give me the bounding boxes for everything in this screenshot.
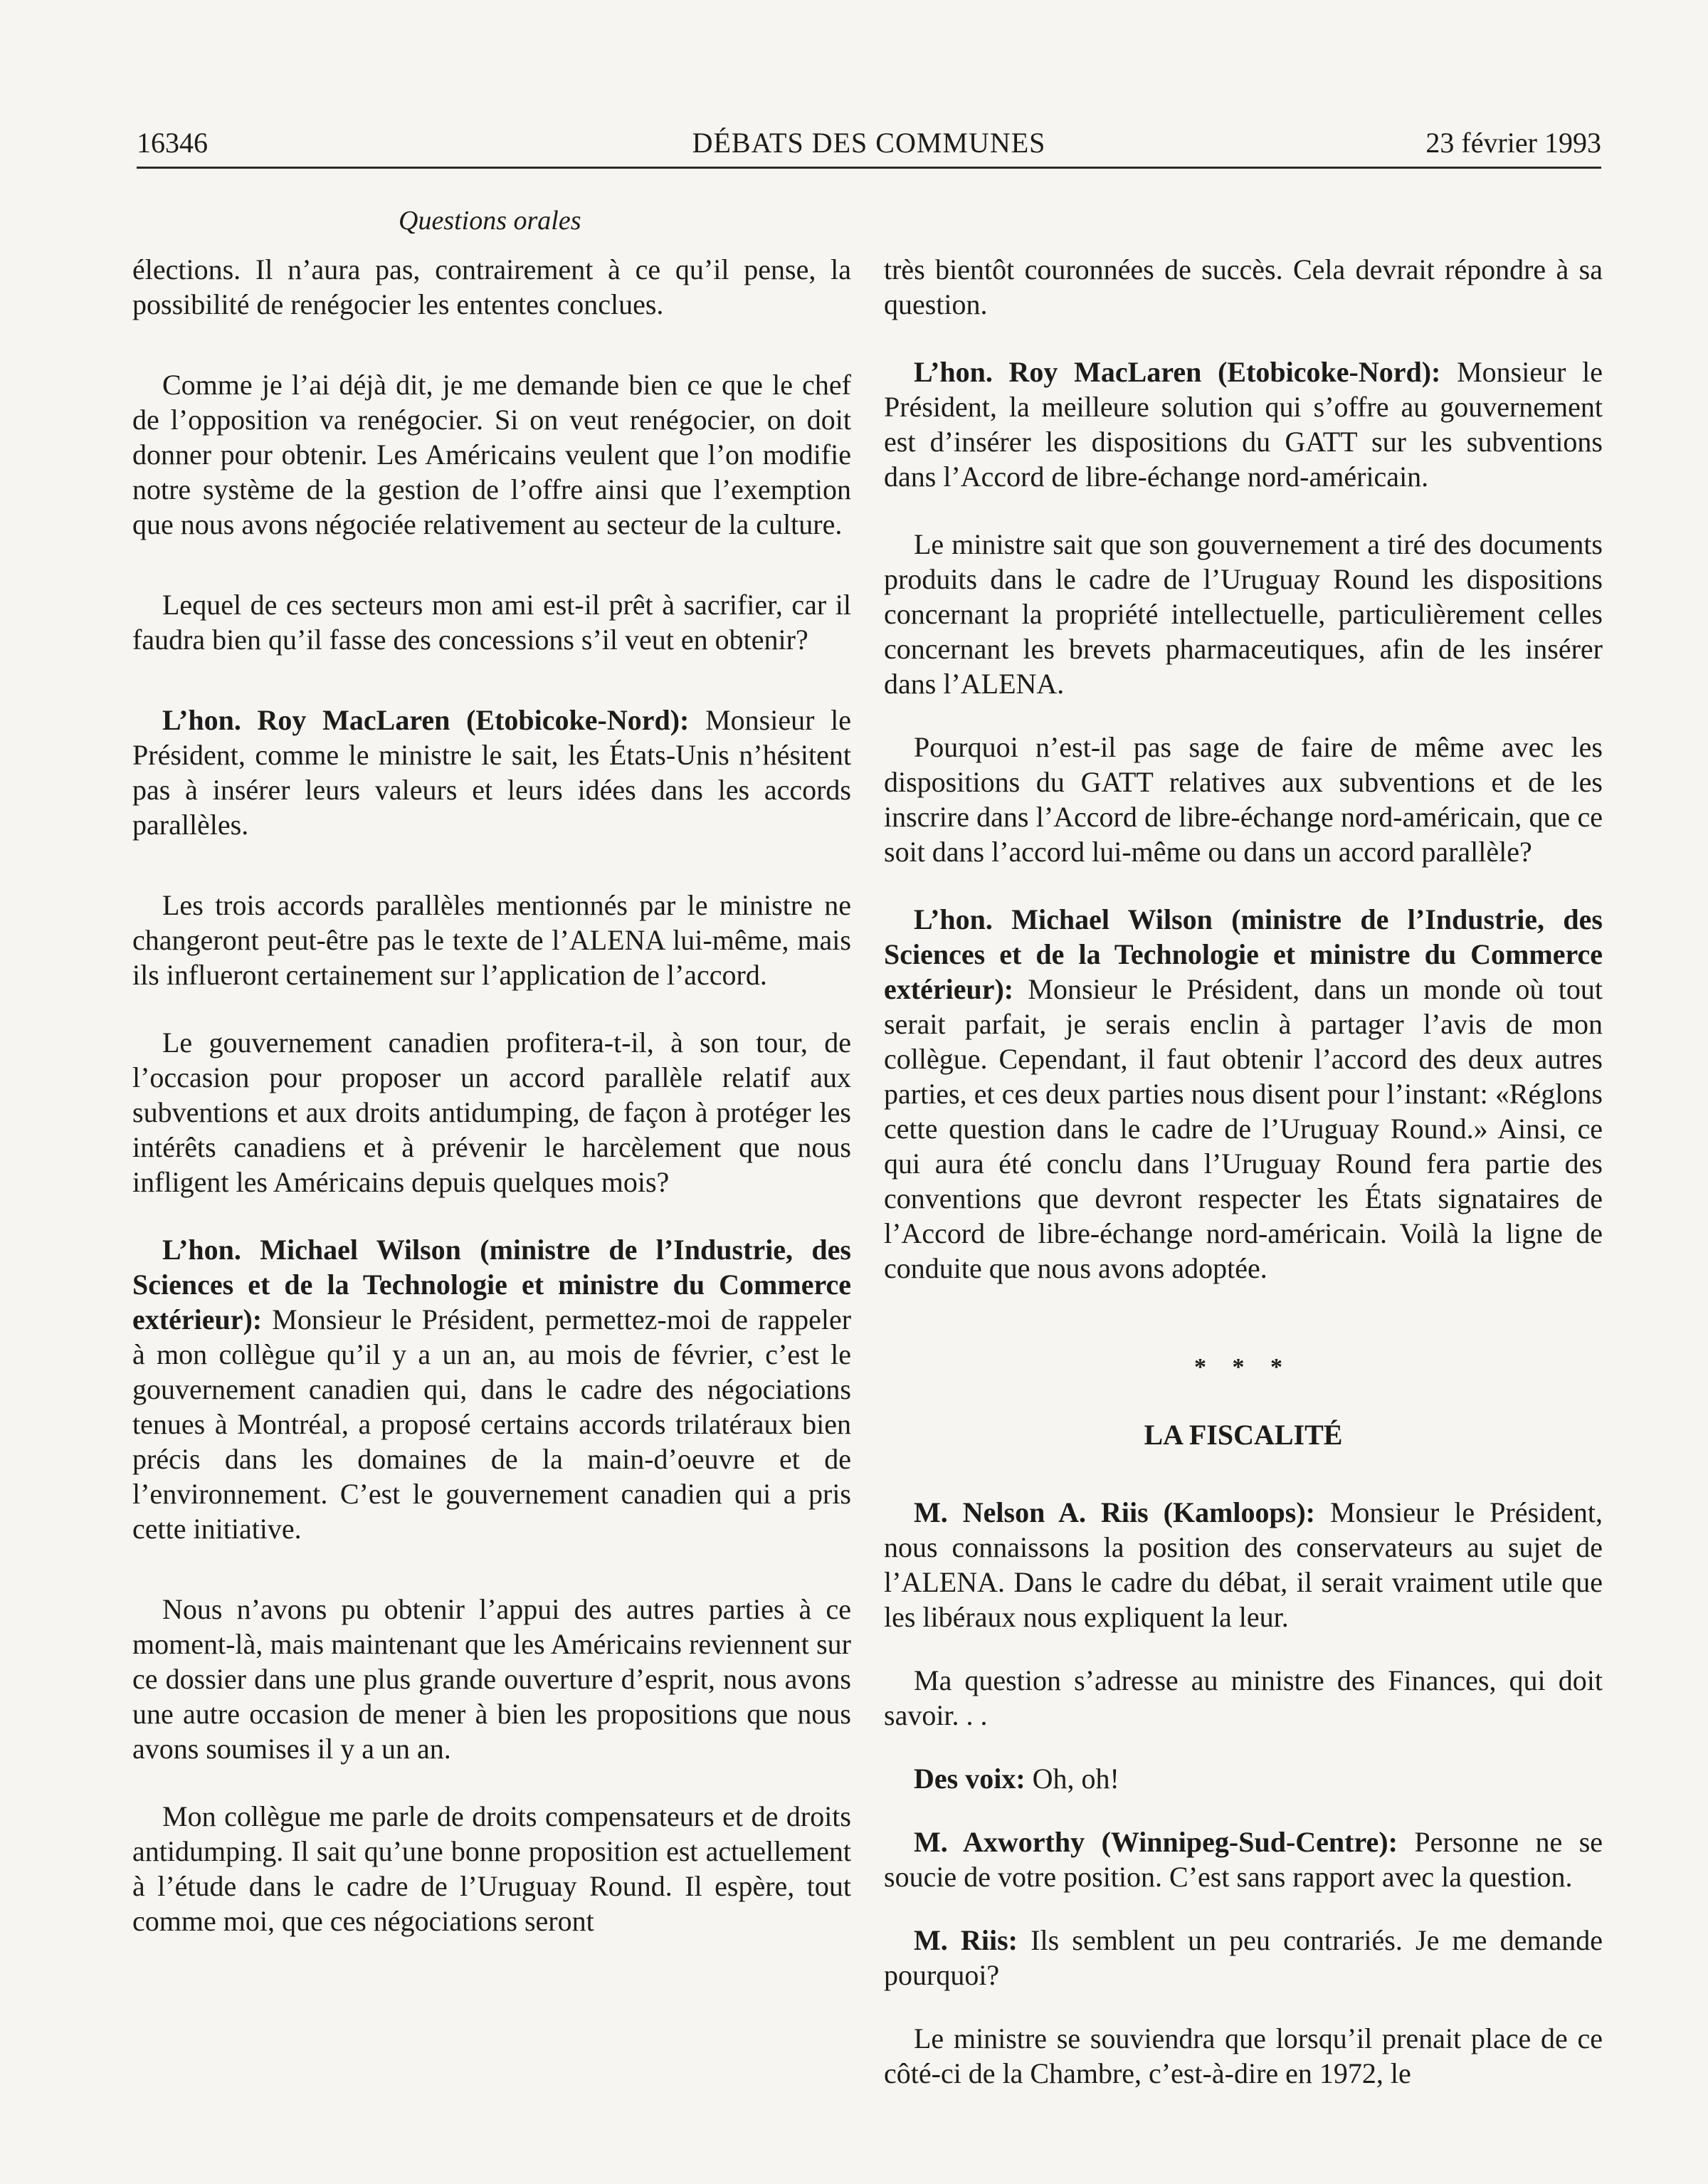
speaker-paragraph xyxy=(884,902,1603,1286)
paragraph-text: Monsieur le Président, nous connaissons la position des conservateurs au sujet de l’ALENA. Dans le cadre du débat, il serait vraiment utile que les libéraux nous expliquent la leur. xyxy=(884,1496,1603,1633)
paragraph-text: Ils semblent un peu contrariés. Je me demande pourquoi? xyxy=(884,1924,1603,1991)
paragraph xyxy=(884,1663,1603,1733)
paragraph xyxy=(884,2021,1603,2091)
paragraph-text: Le ministre sait que son gouvernement a tiré des documents produits dans le cadre de l’Uruguay Round les dispositions concernant la propriété intellectuelle, particulièrement celles concernant les brevets pharmaceutiques, afin de les insérer dans l’ALENA. xyxy=(884,528,1603,700)
paragraph-text: élections. Il n’aura pas, contrairement à ce qu’il pense, la possibilité de renégocier les ententes conclues. xyxy=(132,253,851,320)
publication-title: DÉBATS DES COMMUNES xyxy=(692,127,1046,159)
paragraph-text: Ma question s’adresse au ministre des Finances, qui doit savoir. . . xyxy=(884,1664,1603,1731)
paragraph-text: LA FISCALITÉ xyxy=(1144,1419,1343,1451)
speaker-paragraph xyxy=(884,1495,1603,1634)
paragraph-text: très bientôt couronnées de succès. Cela devrait répondre à sa question. xyxy=(884,253,1603,320)
paragraph xyxy=(132,252,851,322)
speaker-name: L’hon. Michael Wilson (ministre de l’Industrie, des Sciences et de la Technologie et ministre du Commerce extérieur): xyxy=(884,903,1603,1005)
right-column xyxy=(884,252,1603,2091)
speaker-paragraph xyxy=(884,1923,1603,1993)
section-separator xyxy=(884,1350,1603,1385)
speaker-name: M. Axworthy (Winnipeg-Sud-Centre): xyxy=(914,1826,1398,1858)
speaker-paragraph xyxy=(132,703,851,842)
paragraph-text: Monsieur le Président, comme le ministre le sait, les États-Unis n’hésitent pas à insérer leurs valeurs et leurs idées dans les accords parallèles. xyxy=(132,704,851,841)
paragraph-text: * * * xyxy=(1194,1354,1292,1380)
section-label: Questions orales xyxy=(399,206,581,236)
paragraph-text: Mon collègue me parle de droits compensateurs et de droits antidumping. Il sait qu’une bonne proposition est actuellement à l’étude dans le cadre de l’Uruguay Round. Il espère, tout comme moi, que ces négociations seront xyxy=(132,1800,851,1937)
paragraph xyxy=(132,587,851,657)
paragraph xyxy=(884,527,1603,701)
speaker-paragraph xyxy=(884,1825,1603,1894)
paragraph-text: Le ministre se souviendra que lorsqu’il prenait place de ce côté-ci de la Chambre, c’est-à-dire en 1972, le xyxy=(884,2022,1603,2089)
paragraph xyxy=(884,730,1603,869)
paragraph xyxy=(132,367,851,542)
speaker-paragraph xyxy=(884,1761,1603,1796)
speaker-name: Des voix: xyxy=(914,1763,1026,1795)
paragraph xyxy=(132,888,851,992)
publication-date: 23 février 1993 xyxy=(1425,127,1601,159)
speaker-name: M. Nelson A. Riis (Kamloops): xyxy=(914,1496,1315,1528)
paragraph-text: Le gouvernement canadien profitera-t-il, à son tour, de l’occasion pour proposer un accord parallèle relatif aux subventions et aux droits antidumping, de façon à protéger les intérêts canadiens et à prévenir le harcèlement que nous infligent les Américains depuis quelques mois? xyxy=(132,1027,851,1198)
paragraph-text: Nous n’avons pu obtenir l’appui des autres parties à ce moment-là, mais maintenant que les Américains reviennent sur ce dossier dans une plus grande ouverture d’esprit, nous avons une autre occasion de mener à bien les propositions que nous avons soumises il y a un an. xyxy=(132,1593,851,1765)
paragraph-text: Monsieur le Président, permettez-moi de rappeler à mon collègue qu’il y a un an, au mois de février, c’est le gouvernement canadien qui, dans le cadre des négociations tenues à Montréal, a proposé certains accords trilatéraux bien précis dans les domaines de la main-d’oeuvre et de l’environnement. C’est le gouvernement canadien qui a pris cette initiative. xyxy=(132,1303,852,1545)
speaker-name: M. Riis: xyxy=(914,1924,1018,1956)
paragraph xyxy=(132,1025,851,1199)
speaker-name: L’hon. Michael Wilson (ministre de l’Industrie, des Sciences et de la Technologie et ministre du Commerce extérieur): xyxy=(132,1234,851,1335)
speaker-name: L’hon. Roy MacLaren (Etobicoke-Nord): xyxy=(914,356,1441,388)
left-column xyxy=(132,252,851,1938)
paragraph-text: Oh, oh! xyxy=(1032,1763,1119,1795)
header-rule xyxy=(137,167,1601,169)
paragraph-text: Monsieur le Président, dans un monde où tout serait parfait, je serais enclin à partager l’avis de mon collègue. Cependant, il faut obtenir l’accord des deux autres parties, et ces deux parties nous disent pour l’instant: «Réglons cette question dans le cadre de l’Uruguay Round.» Ainsi, ce qui aura été conclu dans l’Uruguay Round fera partie des conventions que devront respecter les États signataires de l’Accord de libre-échange nord-américain. Voilà la ligne de conduite que nous avons adoptée. xyxy=(884,973,1603,1284)
paragraph-text: Monsieur le Président, la meilleure solution qui s’offre au gouvernement est d’insérer les dispositions du GATT sur les subventions dans l’Accord de libre-échange nord-américain. xyxy=(884,356,1603,493)
speaker-paragraph xyxy=(132,1232,851,1546)
speaker-paragraph xyxy=(884,355,1603,494)
paragraph-text: Lequel de ces secteurs mon ami est-il prêt à sacrifier, car il faudra bien qu’il fasse des concessions s’il veut en obtenir? xyxy=(132,589,851,656)
paragraph xyxy=(132,1799,851,1938)
page-header xyxy=(137,122,1601,164)
speaker-name: L’hon. Roy MacLaren (Etobicoke-Nord): xyxy=(162,704,690,736)
page-number: 16346 xyxy=(137,127,208,159)
paragraph-text: Les trois accords parallèles mentionnés par le ministre ne changeront peut-être pas le texte de l’ALENA lui-même, mais ils influeront certainement sur l’application de l’accord. xyxy=(132,889,851,991)
paragraph xyxy=(132,1592,851,1766)
paragraph xyxy=(884,252,1603,322)
paragraph-text: Personne ne se soucie de votre position. C’est sans rapport avec la question. xyxy=(884,1826,1603,1893)
paragraph-text: Comme je l’ai déjà dit, je me demande bien ce que le chef de l’opposition va renégocier. Si on veut renégocier, on doit donner pour obtenir. Les Américains veulent que l’on modifie notre système de la gestion de l’offre ainsi que l’exemption que nous avons négociée relativement au secteur de la culture. xyxy=(132,369,851,540)
paragraph-text: Pourquoi n’est-il pas sage de faire de même avec les dispositions du GATT relatives aux subventions et de les inscrire dans l’Accord de libre-échange nord-américain, que ce soit dans l’accord lui-même ou dans un accord parallèle? xyxy=(884,731,1603,868)
section-heading xyxy=(884,1417,1603,1452)
